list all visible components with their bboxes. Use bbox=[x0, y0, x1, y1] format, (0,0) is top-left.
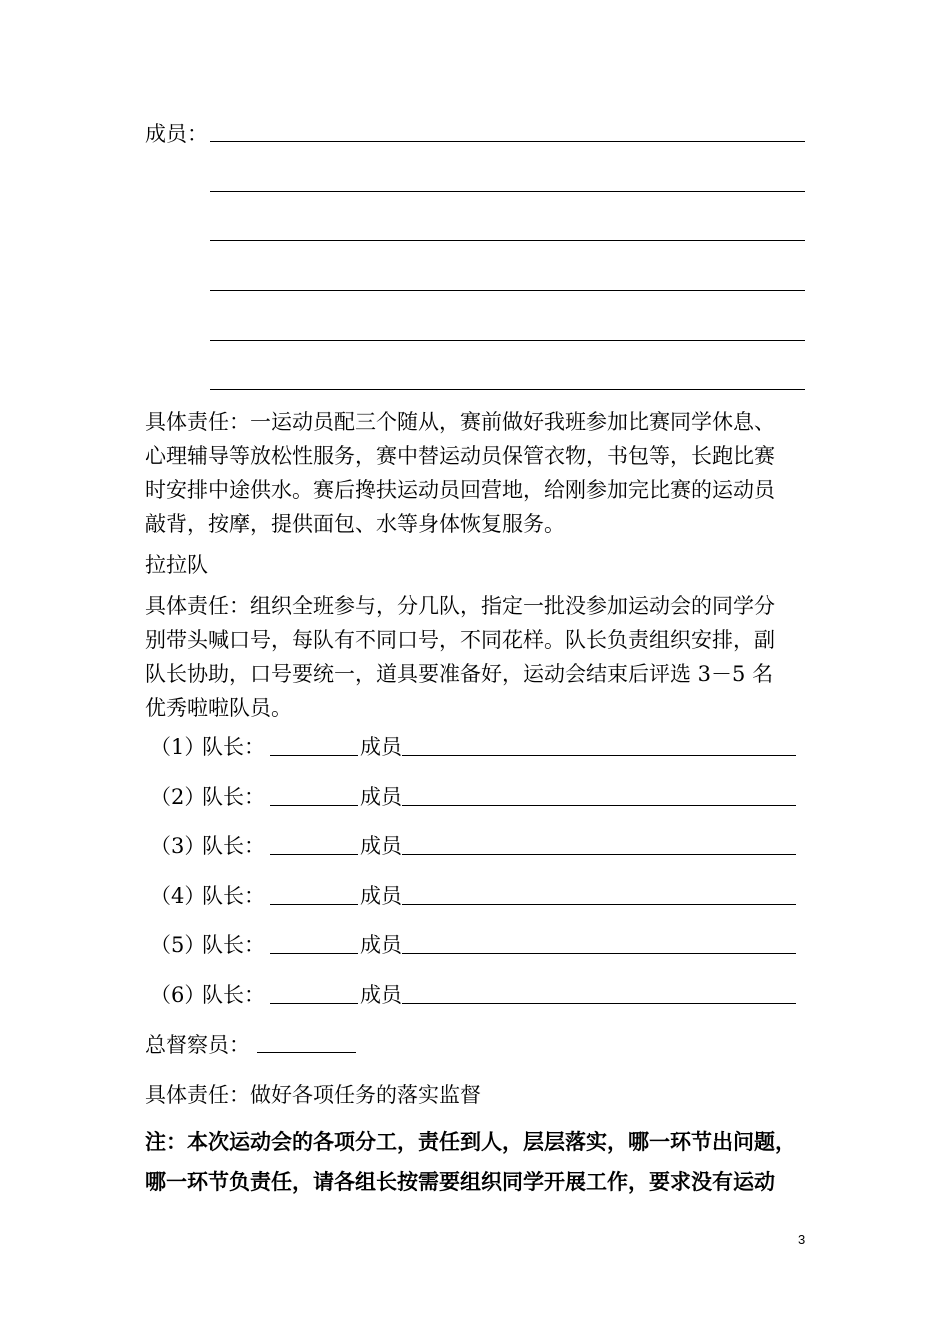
captain-fill-line bbox=[270, 755, 358, 756]
member-label: 成员 bbox=[360, 884, 402, 908]
member-fill-line bbox=[402, 805, 796, 806]
captain-label: 队长： bbox=[202, 933, 265, 957]
duty-paragraph-attendants bbox=[145, 405, 810, 541]
team-row bbox=[150, 928, 800, 962]
captain-label: 队长： bbox=[202, 735, 265, 759]
team-row bbox=[150, 730, 800, 764]
member-label: 成员 bbox=[360, 735, 402, 759]
member-label: 成员 bbox=[360, 785, 402, 809]
team-row bbox=[150, 829, 800, 863]
team-number: （1） bbox=[150, 735, 206, 759]
captain-label: 队长： bbox=[202, 785, 265, 809]
supervisor-label: 总督察员： bbox=[145, 1033, 250, 1057]
members-fill-line bbox=[210, 141, 805, 142]
paragraph-line: 优秀啦啦队员。 bbox=[145, 696, 292, 720]
paragraph-line: 时安排中途供水。赛后搀扶运动员回营地，给刚参加完比赛的运动员 bbox=[145, 478, 775, 502]
members-fill-line bbox=[210, 191, 805, 192]
captain-label: 队长： bbox=[202, 884, 265, 908]
captain-fill-line bbox=[270, 805, 358, 806]
team-row bbox=[150, 978, 800, 1012]
paragraph-line: 具体责任：组织全班参与，分几队，指定一批没参加运动会的同学分 bbox=[145, 594, 775, 618]
members-fill-line bbox=[210, 340, 805, 341]
paragraph-line: 心理辅导等放松性服务，赛中替运动员保管衣物，书包等，长跑比赛 bbox=[145, 444, 775, 468]
member-label: 成员 bbox=[360, 834, 402, 858]
member-fill-line bbox=[402, 1003, 796, 1004]
note-line: 注：本次运动会的各项分工，责任到人，层层落实，哪一环节出问题， bbox=[145, 1130, 796, 1154]
captain-fill-line bbox=[270, 854, 358, 855]
team-number: （2） bbox=[150, 785, 206, 809]
duty-paragraph-cheer bbox=[145, 589, 810, 725]
team-number: （6） bbox=[150, 983, 206, 1007]
captain-fill-line bbox=[270, 1003, 358, 1004]
captain-fill-line bbox=[270, 953, 358, 954]
paragraph-line: 队长协助，口号要统一，道具要准备好，运动会结束后评选 3－5 名 bbox=[145, 662, 774, 686]
team-number: （5） bbox=[150, 933, 206, 957]
members-fill-line bbox=[210, 240, 805, 241]
page-number: 3 bbox=[798, 1232, 806, 1247]
team-number: （3） bbox=[150, 834, 206, 858]
member-fill-line bbox=[402, 953, 796, 954]
member-fill-line bbox=[402, 755, 796, 756]
member-label: 成员 bbox=[360, 933, 402, 957]
paragraph-line: 别带头喊口号，每队有不同口号，不同花样。队长负责组织安排，副 bbox=[145, 628, 775, 652]
team-row bbox=[150, 879, 800, 913]
members-fill-line bbox=[210, 290, 805, 291]
team-number: （4） bbox=[150, 884, 206, 908]
paragraph-line: 敲背，按摩，提供面包、水等身体恢复服务。 bbox=[145, 512, 565, 536]
paragraph-line: 具体责任：一运动员配三个随从，赛前做好我班参加比赛同学休息、 bbox=[145, 410, 775, 434]
supervisor-fill-line bbox=[257, 1052, 356, 1053]
member-fill-line bbox=[402, 854, 796, 855]
captain-label: 队长： bbox=[202, 983, 265, 1007]
members-fill-line bbox=[210, 389, 805, 390]
team-row bbox=[150, 780, 800, 814]
member-label: 成员 bbox=[360, 983, 402, 1007]
note-paragraph bbox=[145, 1122, 810, 1202]
members-label: 成员： bbox=[145, 122, 208, 146]
note-line: 哪一环节负责任，请各组长按需要组织同学开展工作，要求没有运动 bbox=[145, 1170, 775, 1194]
cheer-squad-heading: 拉拉队 bbox=[145, 553, 208, 577]
duty-supervision: 具体责任：做好各项任务的落实监督 bbox=[145, 1083, 481, 1107]
captain-label: 队长： bbox=[202, 834, 265, 858]
captain-fill-line bbox=[270, 904, 358, 905]
member-fill-line bbox=[402, 904, 796, 905]
